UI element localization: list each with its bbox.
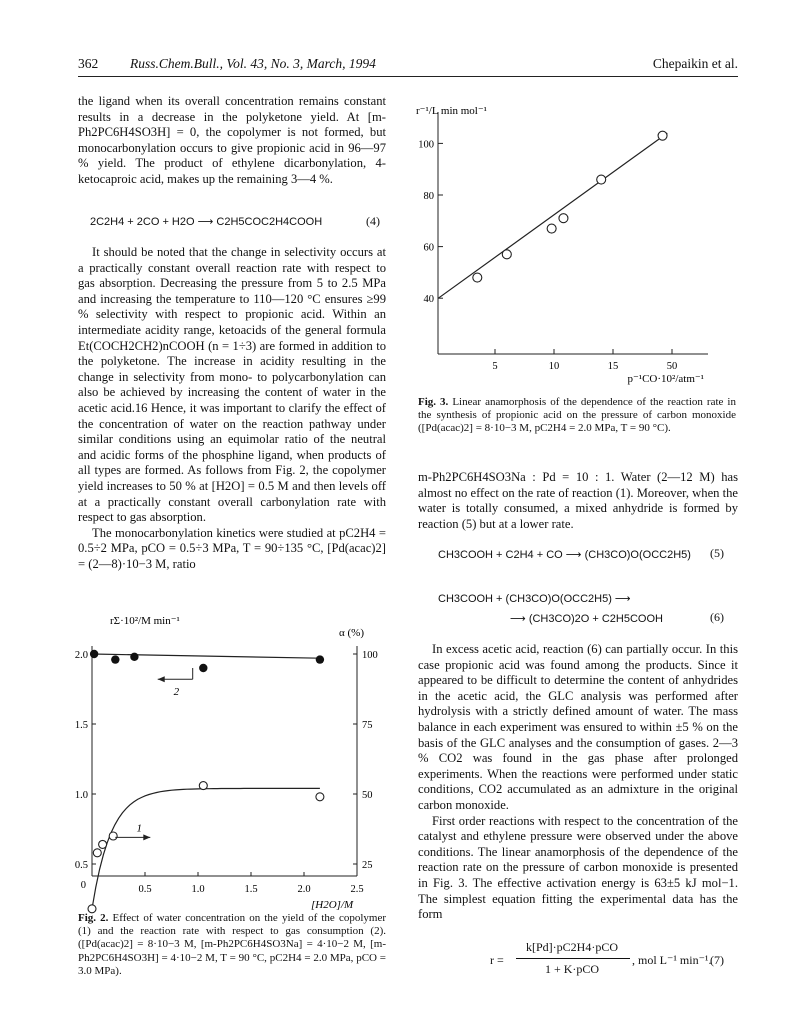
x-tick-label: 2.0 [297, 884, 311, 895]
y-tick-label: 60 [423, 242, 434, 254]
page-number: 362 [78, 56, 99, 71]
x-tick-label: 50 [666, 361, 678, 372]
fit-line [438, 133, 667, 298]
series-2-point [111, 655, 119, 663]
y-axis-label: r⁻¹/L min mol⁻¹ [416, 105, 487, 117]
series-2-line [92, 654, 320, 658]
left-column-body [78, 245, 386, 572]
data-point [658, 131, 667, 140]
paragraph: In excess acetic acid, reaction (6) can partially occur. In this case propionic acid was found among the products. Since it appeared to be difficult to determine the content of anhydrides in the acetic acid, the GLC analysis was performed after hydrolysis with a strictly defined amount of water. The mass balance in each experiment was ensured to within ±5 % on the basis of the GLC analyses and the consumption of gases. 2—3 % CO2 was found in the gas phase after prolonged experiments. When the reactions were performed under static conditions, CO2 accumulated as an admixture in the original carbon monoxide. [418, 642, 738, 812]
journal-citation: Russ.Chem.Bull., Vol. 43, No. 3, March, 1994 [130, 56, 376, 71]
caption-label: Fig. 2. [78, 912, 109, 924]
paragraph: It should be noted that the change in selectivity occurs at a practically constant overall reaction rate with respect to gas absorption. Decreasing the pressure from 5 to 2.5 MPa and increasing the temperature to 110—120 °C ensures ≥99 % selectivity with respect to propionic acid. Within an intermediate acidity range, ketoacids of the general formula Et(COCH2CH2)nCOOH (n = 1÷3) are formed in addition to the polyketone. The increase in acidity resulting in the change in selectivity from mono- to polycarbonylation can also be achieved by increasing the content of water in the acetic acid.16 Hence, it was important to clarify the effect of the concentration of water on the reaction pathway under similar conditions using an equimolar ratio of the neutral and acidic forms of the phosphine ligand, when products of all types are formed. As follows from Fig. 2, the copolymer yield increases to 50 % at [H2O] = 0.5 M and then levels off at a practically constant overall carbonylation rate with respect to gas absorption. [78, 245, 386, 525]
equation-5-number: (5) [710, 546, 724, 560]
eq7-fraction-bar [516, 958, 630, 959]
data-point [547, 224, 556, 233]
header-authors: Chepaikin et al. [652, 56, 738, 71]
series-1-point [99, 840, 107, 848]
equation-5: CH3COOH + C2H4 + CO ⟶ (CH3CO)O(OCC2H5) [438, 549, 691, 561]
figure-2-chart [62, 604, 392, 914]
x-tick-label: 2.5 [350, 884, 364, 895]
figure-3-caption [418, 396, 736, 436]
right-column-body [418, 642, 738, 923]
eq7-denominator: 1 + K·pCO [544, 962, 600, 976]
series-1-point [93, 849, 101, 857]
paragraph: The monocarbonylation kinetics were studied at pC2H4 = 0.5÷2 MPa, pCO = 0.5÷3 MPa, T = 90÷135 °C, [Pd(acac)2] = (2—8)·10−3 M, ratio [78, 525, 386, 571]
series-1-point [316, 793, 324, 801]
series-2-label: 2 [173, 686, 180, 699]
y-tick-label-right: 50 [362, 790, 373, 801]
x-axis-label: p⁻¹CO·10²/atm⁻¹ [627, 373, 704, 385]
equation-7-number: (7) [710, 953, 724, 967]
series-1-point [109, 832, 117, 840]
series-2-point [130, 653, 138, 661]
paragraph: m-Ph2PC6H4SO3Na : Pd = 10 : 1. Water (2—12 M) has almost no effect on the rate of reaction (1). Moreover, when the water is totally consumed, a mixed anhydride is formed by reaction (5) but at a lower rate. [418, 470, 738, 531]
equation-6-line-1: CH3COOH + (CH3CO)O(OCC2H5) ⟶ [438, 593, 631, 605]
series-1-label: 1 [136, 822, 143, 835]
figure-2-caption [78, 912, 386, 978]
left-column-top [78, 94, 386, 188]
equation-text: 2C2H4 + 2CO + H2O ⟶ C2H5COC2H4COOH [90, 216, 323, 228]
y-axis-right-label: α (%) [339, 627, 365, 639]
y-tick-label-left: 2.0 [74, 650, 88, 661]
y-axis-left-label: rΣ·10²/M min⁻¹ [110, 615, 180, 627]
running-header [78, 56, 738, 78]
y-tick-label: 80 [423, 191, 434, 202]
y-tick-label-left: 1.5 [74, 720, 88, 731]
x-tick-label: 1.5 [244, 884, 258, 895]
x-tick-label: 0.5 [138, 884, 152, 895]
series-2-point [199, 664, 207, 672]
paragraph: First order reactions with respect to the concentration of the catalyst and ethylene pressure were observed under the above conditions. The linear anamorphosis of the dependence of the reaction rate on the pressure of carbon monoxide is presented in Fig. 3. The effective activation energy is 63±5 kJ mol−1. The simplest equation fitting the experimental data has the form [418, 813, 738, 922]
y-tick-label-left: 1.0 [74, 790, 88, 801]
y-tick-label-right: 100 [362, 650, 378, 661]
figure-3-chart [408, 92, 738, 392]
x-tick-label: 5 [492, 361, 498, 372]
eq7-lhs: r = [490, 953, 504, 967]
series-1-point [199, 782, 207, 790]
data-point [559, 214, 568, 223]
equation-7 [490, 940, 740, 984]
fig3-plot [416, 105, 708, 385]
y-tick-label-right: 75 [362, 720, 373, 731]
data-point [473, 273, 482, 282]
y-tick-label-left: 0.5 [74, 860, 88, 871]
equation-4 [90, 215, 322, 228]
y-tick-label-right: 25 [362, 860, 373, 871]
caption-text: Linear anamorphosis of the dependence of the reaction rate in the synthesis of propionic acid on the pressure of carbon monoxide ([Pd(acac)2] = 8·10−3 M, pC2H4 = 2.0 MPa, T = 90 °C). [418, 396, 736, 435]
header-rule [78, 76, 738, 77]
y-tick-label: 40 [423, 294, 434, 306]
x-tick-label: 0 [80, 880, 86, 891]
x-tick-label: 15 [607, 361, 619, 372]
caption-label: Fig. 3. [418, 396, 449, 408]
series-1-line [92, 788, 320, 908]
paragraph: the ligand when its overall concentration remains constant results in a decrease in the polyketone yield. At [m-Ph2PC6H4SO3H] = 0, the copolymer is not formed, but monocarbonylation occurs to give propionic acid in 96—97 % yield. The product of ethylene dicarbonylation, 4-ketocaproic acid, makes up the remaining 3—4 %. [78, 94, 386, 186]
y-tick-label: 100 [418, 139, 434, 151]
data-point [597, 175, 606, 184]
right-column-top [418, 470, 738, 532]
series-2-point [90, 650, 98, 658]
x-tick-label: 1.0 [191, 884, 205, 895]
series-1-arrowhead [143, 834, 150, 840]
series-2-point [316, 655, 324, 663]
x-tick-label: 10 [548, 361, 560, 372]
series-2-arrowhead [158, 676, 165, 682]
equation-6-number: (6) [710, 610, 724, 624]
caption-text: Effect of water concentration on the yield of the copolymer (1) and the reaction rate with respect to gas consumption (2). ([Pd(acac)2] = 8·10−3 M, [m-Ph2PC6H4SO3Na] = 4·10−2 M, [m-Ph2PC6H4SO3H] = 4·10−2 M, T = 90 °C, pC2H4 = 2.0 MPa, pCO = 3.0 MPa). [78, 912, 386, 977]
eq7-units: , mol L⁻¹ min⁻¹. [632, 953, 712, 967]
equation-4-number: (4) [366, 214, 380, 228]
data-point [502, 250, 511, 259]
equation-6-line-2: ⟶ (CH3CO)2O + C2H5COOH [510, 613, 663, 625]
x-axis-label: [H2O]/M [311, 899, 354, 911]
eq7-numerator: k[Pd]·pC2H4·pCO [526, 940, 618, 954]
fig2-plot [75, 615, 378, 913]
